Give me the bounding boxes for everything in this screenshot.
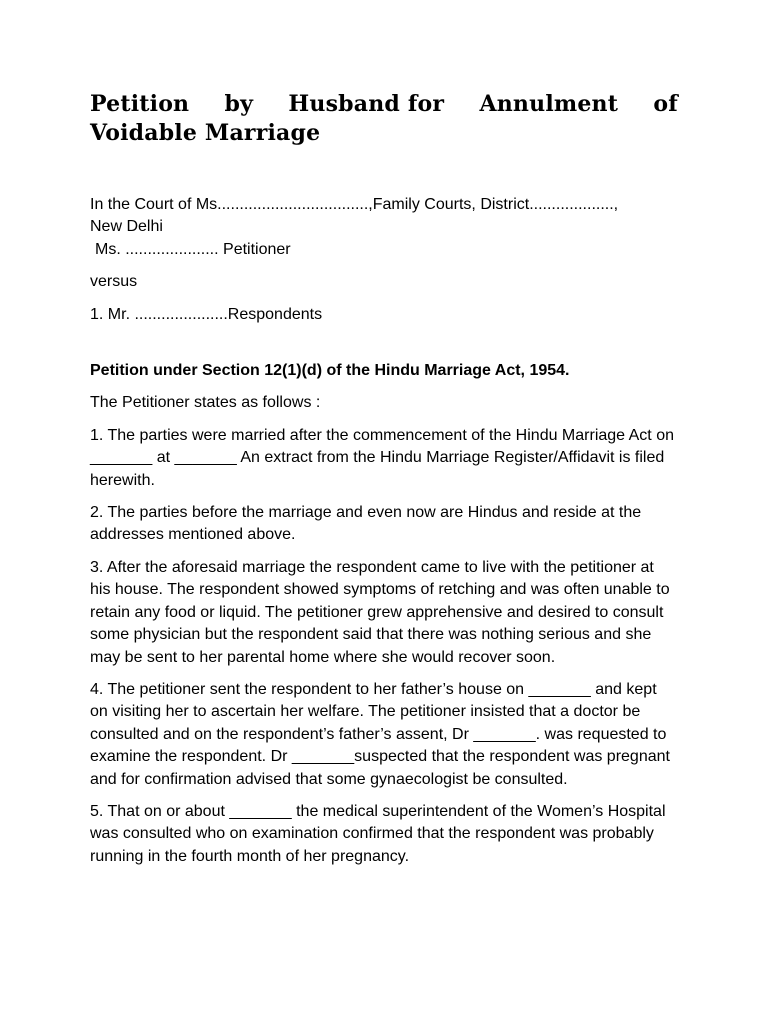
- document-page: [90, 90, 678, 868]
- title-word: Annulment: [479, 91, 619, 117]
- respondents-line: 1. Mr. .....................Respondents: [90, 305, 323, 323]
- paragraph-1: 1. The parties were married after the commencement of the Hindu Marriage Act on _______ at _______ An extract from the Hindu Marriage Register/Affidavit is filed herewith.: [90, 426, 674, 489]
- versus-text: versus: [90, 273, 138, 291]
- petitioner-line: Ms. ..................... Petitioner: [95, 240, 291, 258]
- title-line-1: [90, 90, 678, 119]
- petition-body: [90, 360, 678, 868]
- paragraph-3: 3. After the aforesaid marriage the respondent came to live with the petitioner at his house. The respondent showed symptoms of retching and was often unable to retain any food or liquid. The petitioner grew apprehensive and desired to consult some physician but the respondent said that there was nothing serious and she may be sent to her parental home where she would recover soon.: [90, 558, 670, 666]
- document-title: [90, 90, 678, 148]
- court-city: New Delhi: [90, 218, 163, 236]
- title-line-2: Voidable Marriage: [90, 120, 321, 146]
- title-word: by: [224, 91, 254, 117]
- section-heading: Petition under Section 12(1)(d) of the Hindu Marriage Act, 1954.: [90, 362, 570, 380]
- paragraph-4: 4. The petitioner sent the respondent to her father’s house on _______ and kept on visiting her to ascertain her welfare. The petitioner insisted that a doctor be consulted and on the respondent’s father’s assent, Dr _______. was requested to examine the respondent. Dr _______suspected that the respondent was pregnant and for confirmation advised that some gynaecologist be consulted.: [90, 680, 670, 788]
- title-word: Petition: [90, 91, 190, 117]
- paragraph-2: 2. The parties before the marriage and even now are Hindus and reside at the addresses mentioned above.: [90, 504, 642, 544]
- title-word: Husband for: [288, 91, 445, 117]
- court-line: In the Court of Ms..................................,Family Courts, District...................,: [90, 196, 619, 213]
- paragraph-5: 5. That on or about _______ the medical superintendent of the Women’s Hospital was consulted who on examination confirmed that the respondent was probably running in the fourth month of her pregnancy.: [90, 802, 666, 865]
- title-word: of: [653, 91, 678, 117]
- court-header: [90, 194, 678, 326]
- intro-text: The Petitioner states as follows :: [90, 394, 321, 412]
